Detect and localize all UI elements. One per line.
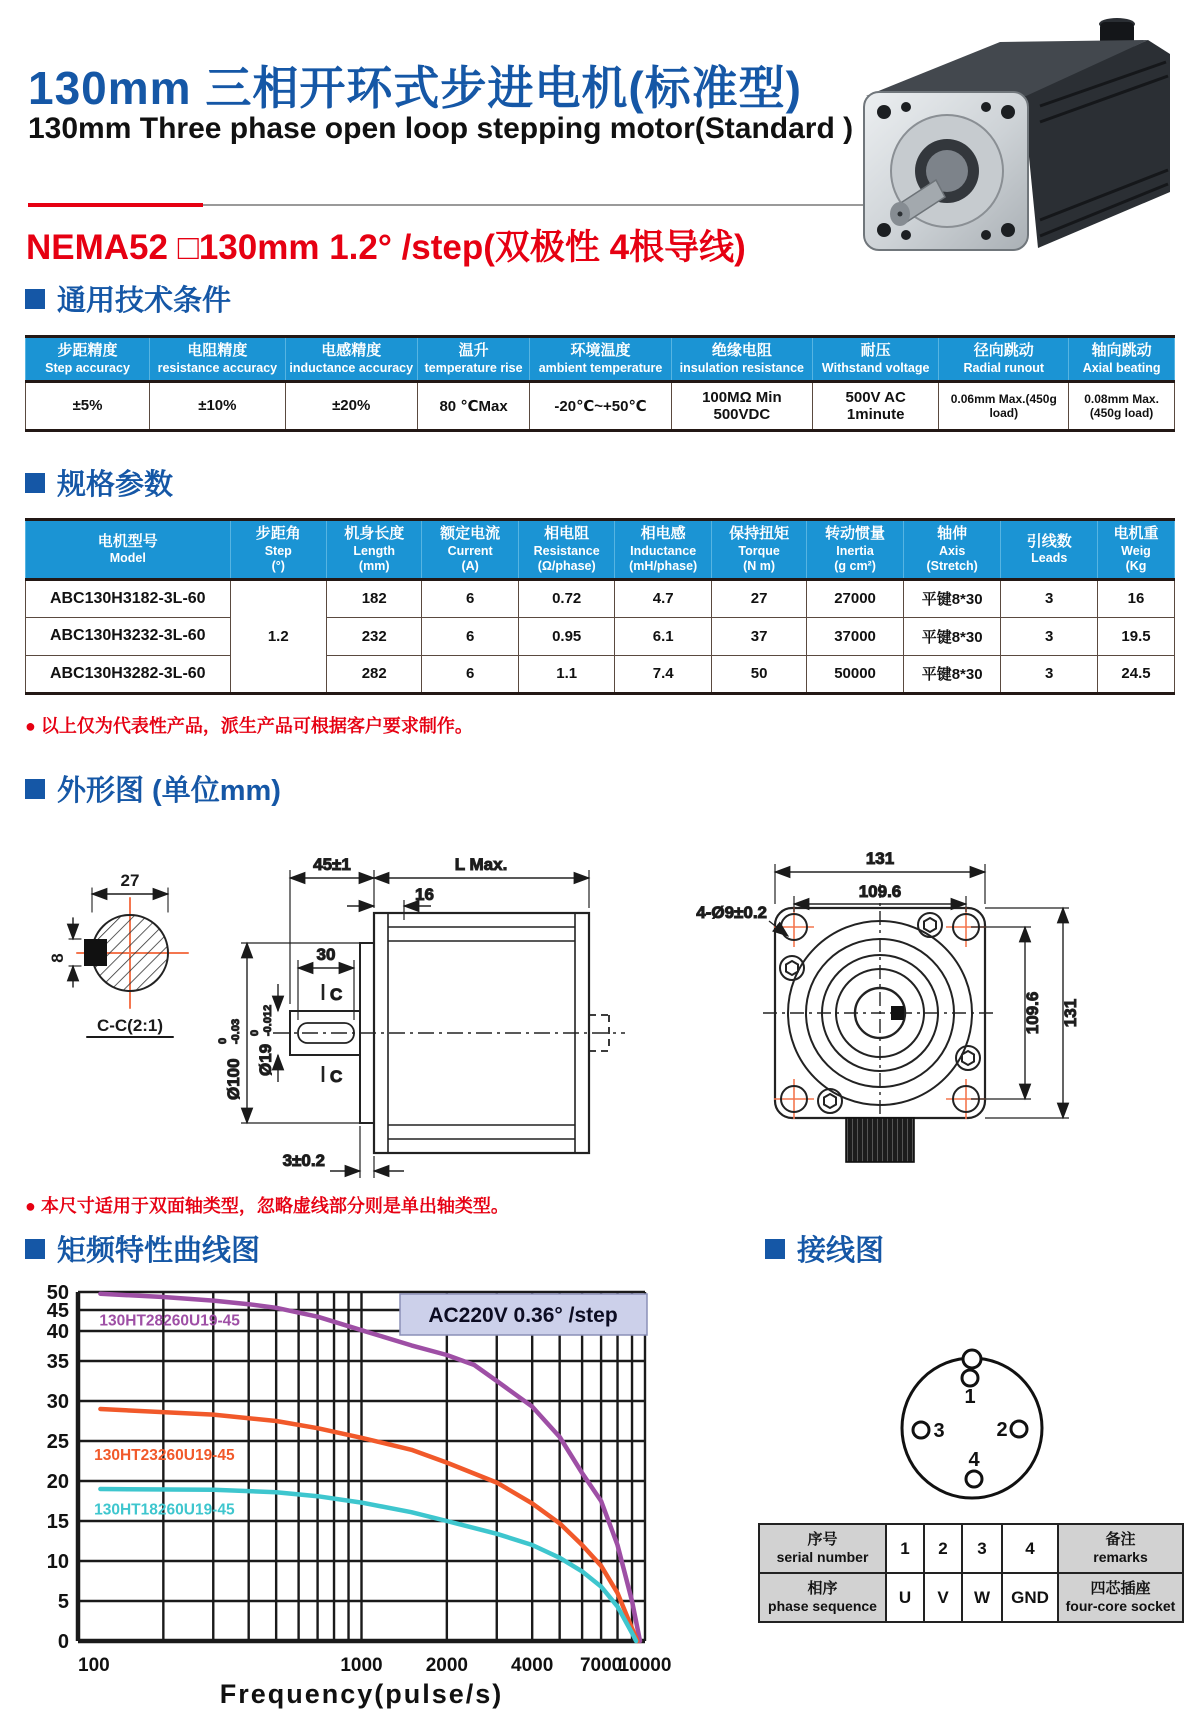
- spec-value-cell: 0.72: [518, 579, 615, 617]
- y-tick-label: 20: [46, 1471, 69, 1493]
- spec-value-cell: 282: [327, 655, 422, 693]
- y-tick-label: 5: [57, 1591, 69, 1613]
- wiring-value-cell: 4: [1002, 1524, 1058, 1573]
- x-tick-label: 10000: [618, 1655, 672, 1676]
- wiring-value-cell: 1: [886, 1524, 924, 1573]
- spec-value-cell: 3: [1001, 579, 1098, 617]
- dim-dia100: [217, 1019, 243, 1100]
- outline-note: ● 本尺寸适用于双面轴类型，忽略虚线部分则是单出轴类型。: [25, 1196, 509, 1216]
- spec-row: [26, 579, 1175, 617]
- y-tick-label: 35: [46, 1351, 69, 1373]
- wiring-table: [758, 1523, 1184, 1623]
- x-tick-label: 7000: [579, 1655, 623, 1676]
- spec-value-cell: 16: [1097, 579, 1174, 617]
- wiring-value-cell: V: [924, 1573, 962, 1622]
- dim-30: 30: [316, 945, 336, 964]
- y-tick-label: 10: [46, 1551, 69, 1573]
- shaft-key: [891, 1006, 904, 1020]
- spec-value-cell: 1.1: [518, 655, 615, 693]
- general-value-cell: ±10%: [150, 381, 286, 430]
- general-value-cell: 0.06mm Max.(450g load): [939, 381, 1069, 430]
- section-general: 通用技术条件: [25, 278, 231, 319]
- svg-text:Ø19: Ø19: [256, 1043, 275, 1076]
- model-cell: ABC130H3182-3L-60: [26, 579, 231, 617]
- dim-cc-width: 27: [120, 871, 140, 890]
- general-conditions-table: [25, 335, 1175, 432]
- spec-col-header: 额定电流 Current (A): [422, 520, 519, 580]
- section-outline: 外形图 (单位mm): [25, 768, 281, 809]
- wiring-value-cell: 2: [924, 1524, 962, 1573]
- general-value-cell: -20℃~+50℃: [530, 381, 671, 430]
- general-value-cell: ±20%: [285, 381, 417, 430]
- spec-col-header: 机身长度 Length (mm): [327, 520, 422, 580]
- dim-dia19: [249, 1005, 275, 1076]
- divider-accent: [28, 203, 203, 207]
- spec-value-cell: 232: [327, 617, 422, 655]
- svg-text:0: 0: [249, 1029, 261, 1036]
- wiring-row-phase: [759, 1573, 1183, 1622]
- spec-value-cell: 3: [1001, 617, 1098, 655]
- dim-bolt-width: 109.6: [858, 882, 902, 901]
- y-tick-label: 15: [46, 1511, 69, 1533]
- x-tick-label: 1000: [340, 1655, 383, 1676]
- torque-frequency-chart: [30, 1284, 690, 1709]
- section-bullet-square: [25, 779, 45, 799]
- general-col-header: 电感精度 inductance accuracy: [285, 337, 417, 382]
- y-tick-label: 45: [46, 1300, 69, 1322]
- spec-value-cell: 6: [422, 617, 519, 655]
- general-col-header: 绝缘电阻 insulation resistance: [671, 337, 812, 382]
- svg-text:0: 0: [217, 1037, 229, 1044]
- section-bullet-square: [25, 289, 45, 309]
- spec-value-cell: 27: [711, 579, 806, 617]
- motor-product-image: [848, 10, 1188, 255]
- spec-parameters-table: [25, 518, 1175, 695]
- series-label: 130HT28260U19-45: [99, 1312, 240, 1330]
- phase-sequence-header: 相序 phase sequence: [759, 1573, 886, 1622]
- spec-body: [26, 579, 1175, 693]
- serial-number-header: 序号 serial number: [759, 1524, 886, 1573]
- model-cell: ABC130H3232-3L-60: [26, 617, 231, 655]
- spec-col-header: 相电感 Inductance (mH/phase): [615, 520, 712, 580]
- spec-value-cell: 27000: [807, 579, 904, 617]
- x-tick-label: 2000: [425, 1655, 468, 1676]
- general-col-header: 轴向跳动 Axial beating: [1069, 337, 1175, 382]
- spec-row: [26, 655, 1175, 693]
- section-bullet-square: [25, 1239, 45, 1259]
- socket-remark: 四芯插座 four-core socket: [1058, 1573, 1183, 1622]
- spec-header-row: [26, 520, 1175, 580]
- svg-text:-0.012: -0.012: [262, 1004, 274, 1036]
- svg-text:-0.03: -0.03: [230, 1018, 242, 1044]
- wiring-value-cell: W: [962, 1573, 1002, 1622]
- section-spec: 规格参数: [25, 462, 173, 503]
- general-value-cell: 500V AC 1minute: [813, 381, 939, 430]
- spec-col-header: 相电阻 Resistance (Ω/phase): [518, 520, 615, 580]
- section-curve: 矩频特性曲线图: [25, 1228, 260, 1269]
- dim-cc-height: 8: [48, 953, 67, 963]
- spec-value-cell: 平键8*30: [903, 579, 1001, 617]
- y-tick-label: 0: [57, 1631, 69, 1653]
- step-angle-cell: 1.2: [230, 579, 327, 693]
- general-values-row: [26, 381, 1175, 430]
- dim-3: 3±0.2: [282, 1151, 325, 1170]
- spec-value-cell: 50000: [807, 655, 904, 693]
- spec-col-header: 转动惯量 Inertia (g cm²): [807, 520, 904, 580]
- key-section: [84, 939, 107, 966]
- x-tick-label: 4000: [511, 1655, 554, 1676]
- x-axis-label: Frequency(pulse/s): [219, 1679, 504, 1709]
- page-title: 130mm 三相开环式步进电机(标准型): [28, 62, 802, 114]
- general-value-cell: 0.08mm Max.(450g load): [1069, 381, 1175, 430]
- spec-value-cell: 3: [1001, 655, 1098, 693]
- motor-connector: [846, 1118, 914, 1162]
- hole-callout: 4-Ø9±0.2: [696, 903, 767, 922]
- spec-col-header: 步距角 Step (°): [230, 520, 327, 580]
- general-col-header: 耐压 Withstand voltage: [813, 337, 939, 382]
- page-subtitle: 130mm Three phase open loop stepping motor(Standard ): [28, 112, 854, 145]
- spec-value-cell: 平键8*30: [903, 617, 1001, 655]
- wiring-row-serial: [759, 1524, 1183, 1573]
- general-header-row: [26, 337, 1175, 382]
- section-bullet-square: [765, 1239, 785, 1259]
- motor-body: [864, 18, 1170, 250]
- spec-value-cell: 37000: [807, 617, 904, 655]
- spec-col-header: 轴伸 Axis (Stretch): [903, 520, 1001, 580]
- dim-shaft-front: 45±1: [313, 855, 351, 874]
- cc-section-detail: [48, 871, 188, 1037]
- svg-text:Ø100: Ø100: [224, 1058, 243, 1100]
- front-view: [696, 849, 1080, 1162]
- spec-value-cell: 6.1: [615, 617, 712, 655]
- divider-line: [203, 204, 921, 206]
- general-col-header: 步距精度 Step accuracy: [26, 337, 150, 382]
- spec-value-cell: 7.4: [615, 655, 712, 693]
- spec-note: ● 以上仅为代表性产品，派生产品可根据客户要求制作。: [25, 716, 473, 736]
- general-col-header: 径向跳动 Radial runout: [939, 337, 1069, 382]
- y-tick-label: 30: [46, 1391, 69, 1413]
- dim-front-height: 131: [1061, 998, 1080, 1028]
- spec-row: [26, 617, 1175, 655]
- x-tick-label: 100: [78, 1655, 110, 1676]
- dim-length: L Max.: [454, 855, 508, 874]
- spec-value-cell: 19.5: [1097, 617, 1174, 655]
- model-cell: ABC130H3282-3L-60: [26, 655, 231, 693]
- spec-col-header: 电机重 Weig (Kg: [1097, 520, 1174, 580]
- spec-value-cell: 50: [711, 655, 806, 693]
- section-mark-c-bottom: C: [330, 1067, 343, 1086]
- spec-col-header: 电机型号 Model: [26, 520, 231, 580]
- spec-col-header: 保持扭矩 Torque (N m): [711, 520, 806, 580]
- dim-bolt-height: 109.6: [1023, 991, 1042, 1035]
- section-bullet-square: [25, 473, 45, 493]
- remarks-header: 备注 remarks: [1058, 1524, 1183, 1573]
- side-view: [217, 855, 625, 1178]
- nema-spec-line: NEMA52 □130mm 1.2° /step(双极性 4根导线): [26, 228, 746, 267]
- general-value-cell: ±5%: [26, 381, 150, 430]
- wiring-value-cell: GND: [1002, 1573, 1058, 1622]
- series-curve: [100, 1409, 637, 1641]
- pin-1-label: 1: [964, 1386, 976, 1408]
- series-label: 130HT23260U19-45: [94, 1447, 235, 1465]
- spec-value-cell: 平键8*30: [903, 655, 1001, 693]
- general-col-header: 温升 temperature rise: [417, 337, 530, 382]
- voltage-box-label: AC220V 0.36° /step: [428, 1304, 618, 1327]
- general-value-cell: 80 ℃Max: [417, 381, 530, 430]
- spec-value-cell: 6: [422, 579, 519, 617]
- series-label: 130HT18260U19-45: [94, 1501, 235, 1519]
- general-value-cell: 100MΩ Min 500VDC: [671, 381, 812, 430]
- y-tick-label: 50: [46, 1284, 69, 1304]
- dim-16: 16: [415, 885, 434, 904]
- pin-2-label: 2: [996, 1419, 1008, 1441]
- pin-4-label: 4: [968, 1449, 980, 1471]
- connector-diagram: [880, 1338, 1065, 1518]
- spec-value-cell: 0.95: [518, 617, 615, 655]
- section-wiring: 接线图: [765, 1228, 884, 1269]
- general-col-header: 电阻精度 resistance accuracy: [150, 337, 286, 382]
- spec-value-cell: 182: [327, 579, 422, 617]
- general-col-header: 环境温度 ambient temperature: [530, 337, 671, 382]
- pin-3-label: 3: [933, 1420, 945, 1442]
- outline-drawing: [25, 808, 1175, 1190]
- spec-value-cell: 4.7: [615, 579, 712, 617]
- y-tick-label: 40: [46, 1321, 69, 1343]
- spec-value-cell: 37: [711, 617, 806, 655]
- section-mark-c-top: C: [330, 985, 343, 1004]
- spec-col-header: 引线数 Leads: [1001, 520, 1098, 580]
- y-tick-label: 25: [46, 1431, 69, 1453]
- spec-value-cell: 24.5: [1097, 655, 1174, 693]
- spec-value-cell: 6: [422, 655, 519, 693]
- dim-front-width: 131: [865, 849, 895, 868]
- connector-notch: [963, 1350, 981, 1368]
- cc-label: C-C(2:1): [96, 1016, 164, 1035]
- wiring-value-cell: 3: [962, 1524, 1002, 1573]
- wiring-value-cell: U: [886, 1573, 924, 1622]
